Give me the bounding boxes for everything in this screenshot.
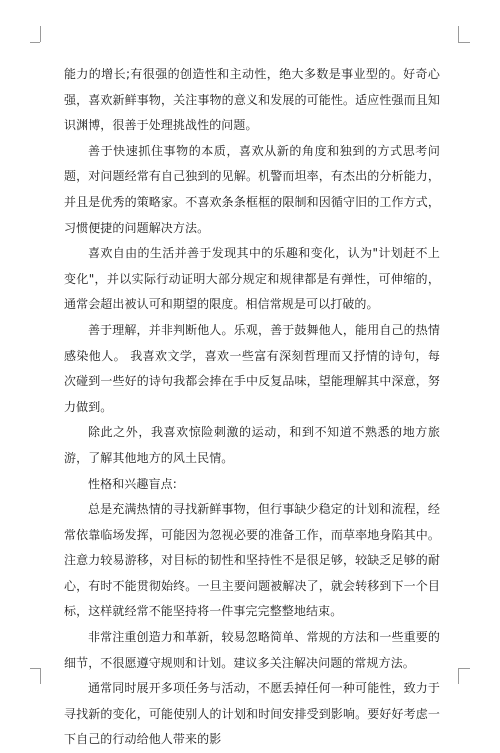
crop-mark-top-left: [30, 26, 41, 42]
paragraph-7: 非常注重创造力和革新，较易忽略简单、常规的方法和一些重要的细节，不很愿遵守规则和计划。建议多关注解决问题的常规方法。: [64, 630, 440, 670]
crop-mark-top-right-h: [458, 42, 470, 43]
paragraph-3: 喜欢自由的生活并善于发现其中的乐趣和变化，认为"计划赶不上变化"，并以实际行动证明大部分规定和规律都是有弹性，可伸缩的，通常会超出被认可和期望的限度。相信常规是可以打破的。: [64, 246, 440, 312]
document-body: [64, 62, 440, 753]
crop-mark-top-right: [458, 26, 459, 42]
paragraph-5: 除此之外，我喜欢惊险刺激的运动，和到不知道不熟悉的地方旅游，了解其他地方的风土民情。: [64, 425, 440, 465]
crop-mark-bottom-right-h: [458, 668, 470, 669]
crop-mark-bottom-left: [40, 668, 41, 684]
section-heading: 性格和兴趣盲点:: [88, 476, 177, 491]
paragraph-2: 善于快速抓住事物的本质，喜欢从新的角度和独到的方式思考问题，对问题经常有自己独到的见解。机警而坦率，有杰出的分析能力，并且是优秀的策略家。不喜欢条条框框的限制和因循守旧的工作方式，习惯便捷的问题解决方法。: [64, 143, 440, 235]
paragraph-1: 能力的增长;有很强的创造性和主动性，绝大多数是事业型的。好奇心强，喜欢新鲜事物，关注事物的意义和发展的可能性。适应性强而且知识渊博，很善于处理挑战性的问题。: [64, 67, 440, 133]
paragraph-6: 总是充满热情的寻找新鲜事物，但行事缺少稳定的计划和流程，经常依靠临场发挥，可能因为忽视必要的准备工作，而草率地身陷其中。注意力较易游移，对目标的韧性和坚持性不是很足够，较缺乏足够的耐心，有时不能贯彻始终。一旦主要问题被解决了，就会转移到下一个目标，这样就经常不能坚持将一件事完完整整地结束。: [64, 502, 440, 619]
paragraph-8: 通常同时展开多项任务与活动，不愿丢掉任何一种可能性，致力于寻找新的变化，可能使别人的计划和时间安排受到影响。要好好考虑一下自己的行动给他人带来的影: [64, 681, 440, 747]
crop-mark-top-left-h: [30, 42, 40, 43]
paragraph-4: 善于理解，并非判断他人。乐观，善于鼓舞他人，能用自己的热情感染他人。 我喜欢文学，喜欢一些富有深刻哲理而又抒情的诗句，每次碰到一些好的诗句我都会捧在手中反复品味，望能理解其中深意，努力做到。: [64, 322, 440, 414]
crop-mark-bottom-left-h: [30, 668, 40, 669]
crop-mark-bottom-right: [458, 668, 459, 684]
